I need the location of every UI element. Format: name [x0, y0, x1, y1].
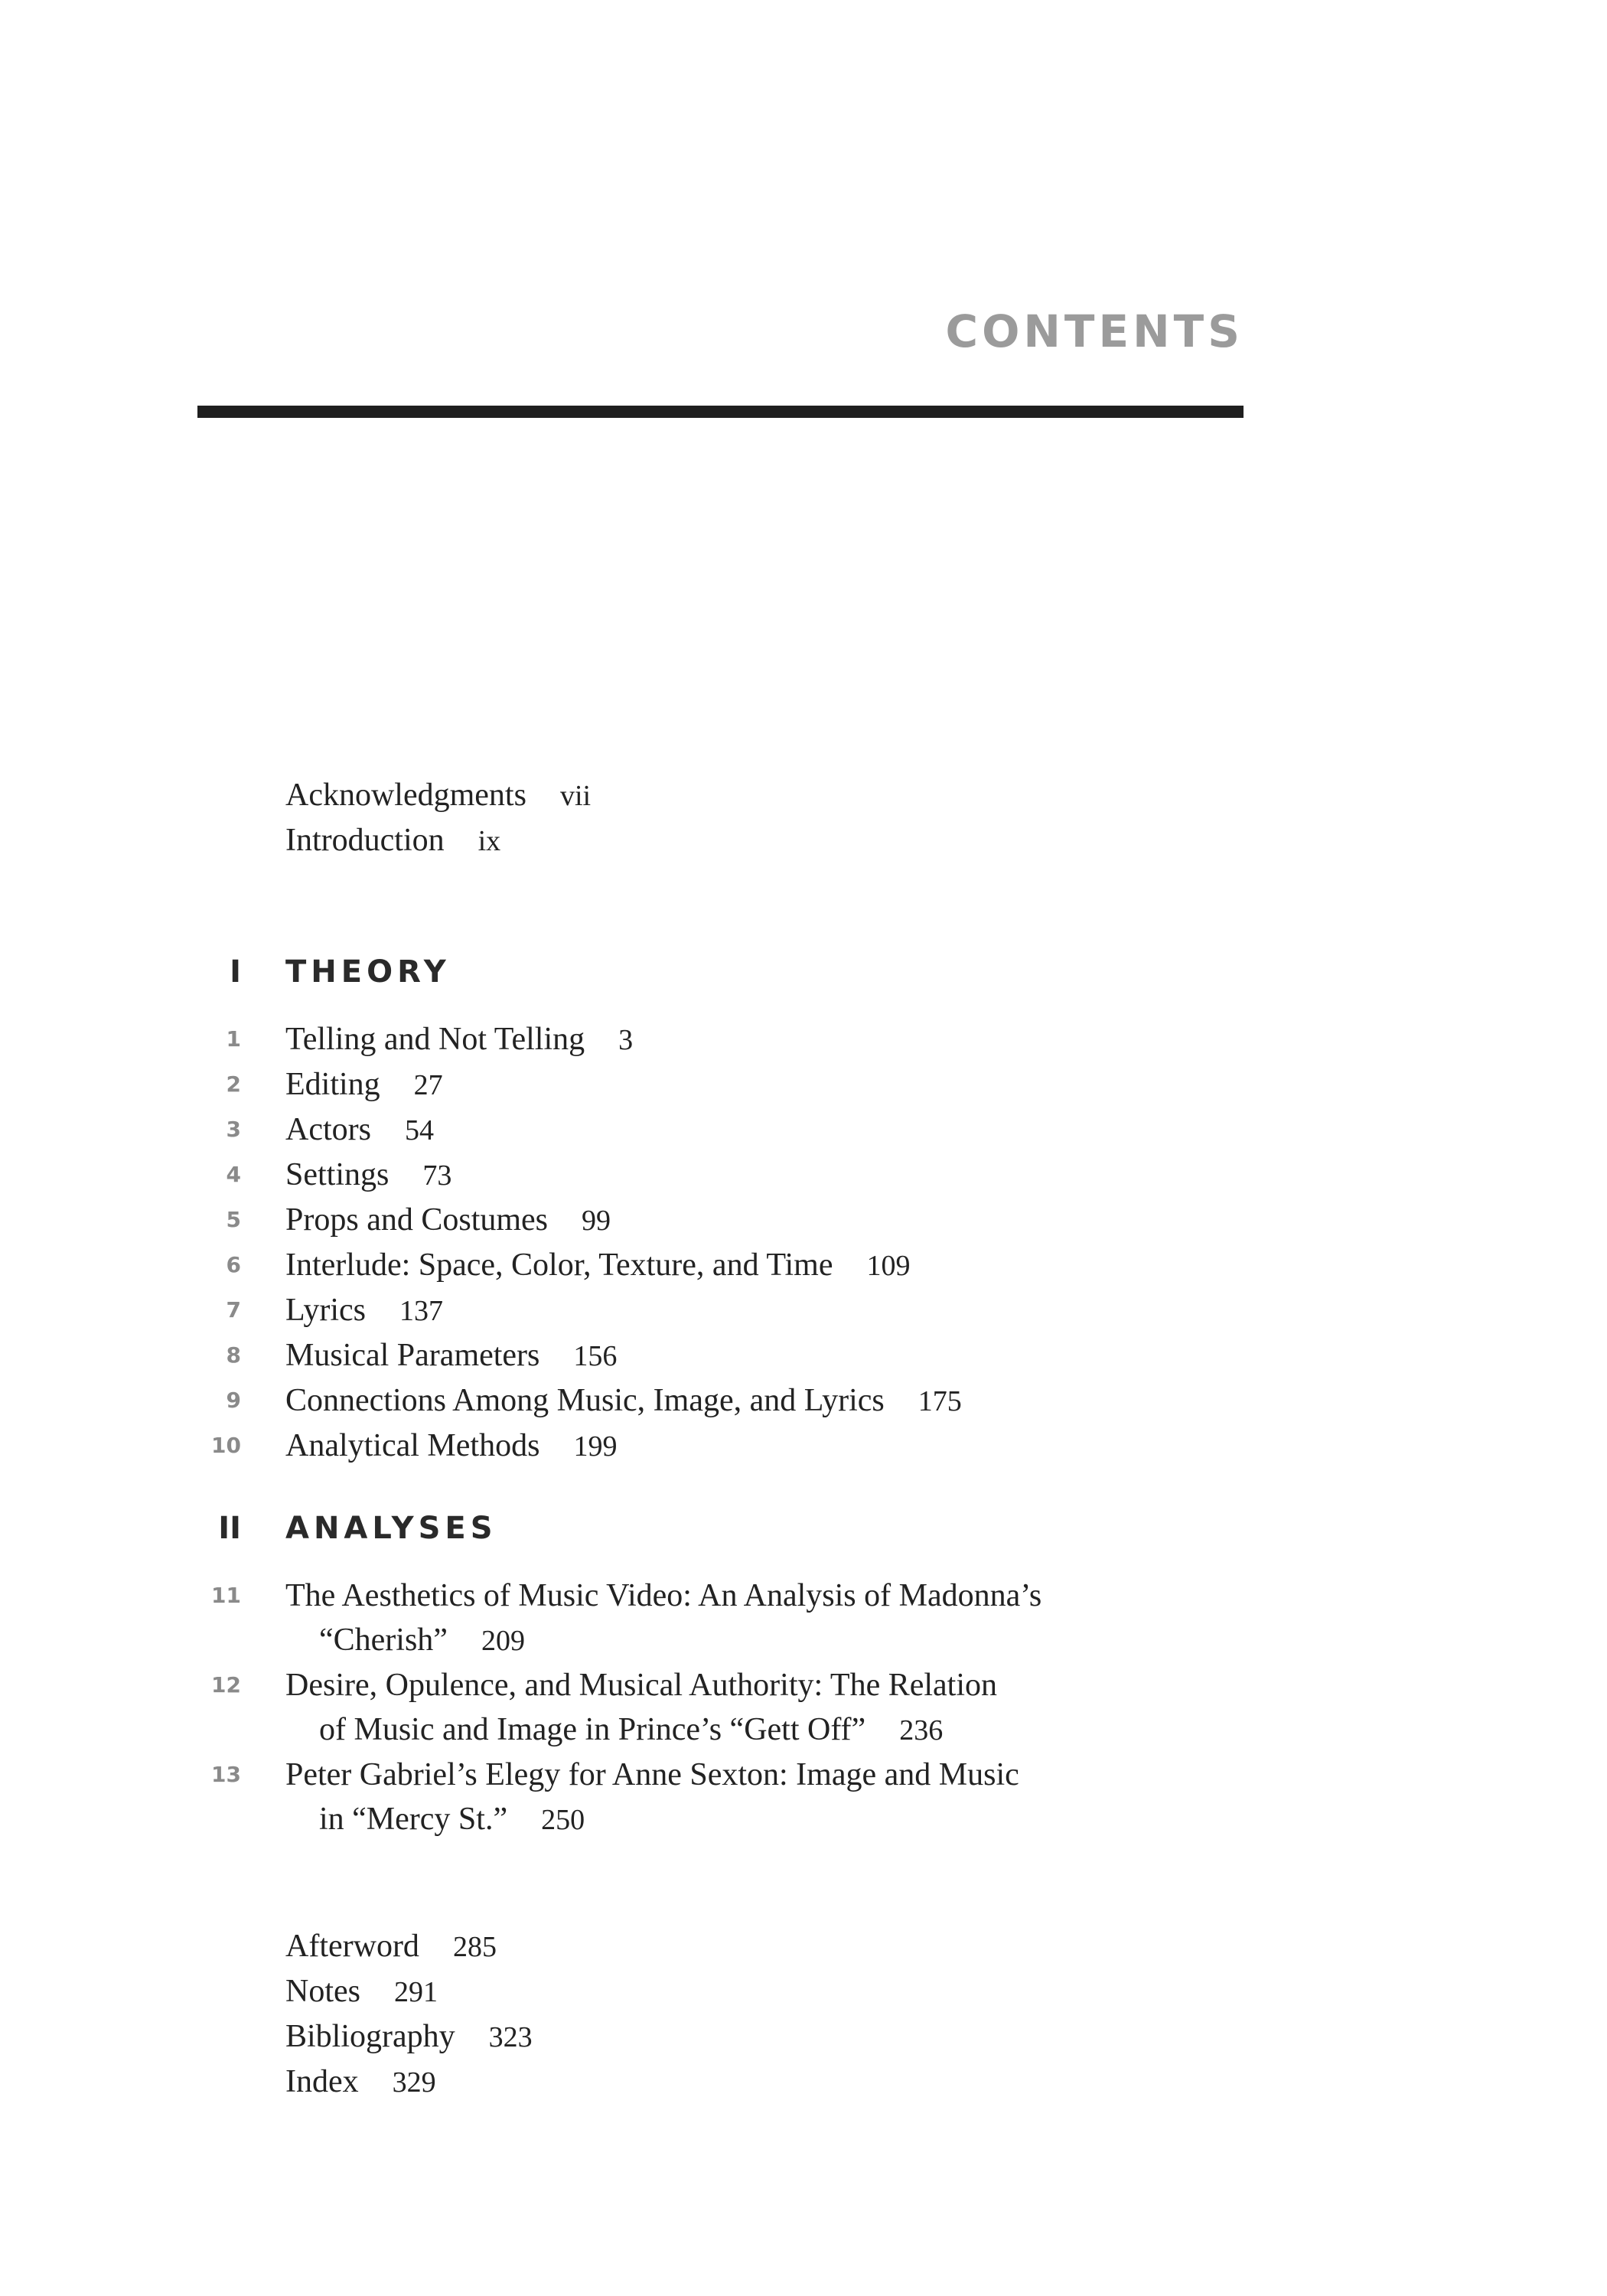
chapter-number: 13	[211, 1762, 241, 1787]
chapter-number: 7	[226, 1297, 241, 1322]
entry-title: Afterword	[285, 1929, 419, 1964]
chapter-number: 4	[226, 1162, 241, 1187]
toc-chapter-8[interactable]	[0, 1333, 1607, 1378]
part-heading[interactable]	[0, 950, 1607, 994]
chapter-number: 12	[211, 1672, 241, 1698]
toc-entry-notes[interactable]	[0, 1969, 1607, 2014]
chapter-title: Telling and Not Telling	[285, 1022, 585, 1057]
chapter-page: 3	[618, 1024, 634, 1056]
toc-chapter-13[interactable]	[0, 1753, 1607, 1842]
chapter-number: 2	[226, 1071, 241, 1097]
chapter-page: 137	[399, 1295, 443, 1327]
toc-chapter-12[interactable]	[0, 1663, 1607, 1753]
entry-title: Introduction	[285, 823, 445, 858]
chapter-page: 27	[413, 1069, 443, 1101]
part-heading[interactable]	[0, 1506, 1607, 1551]
chapter-title-line-2-wrap	[285, 1797, 1607, 1842]
part-one-chapters	[0, 1017, 1607, 1469]
entry-page: 285	[452, 1931, 497, 1963]
entry-title: Acknowledgments	[285, 778, 526, 813]
chapter-title-line-1: Desire, Opulence, and Musical Authority: The Relation	[285, 1668, 998, 1703]
chapter-title: Musical Parameters	[285, 1338, 540, 1373]
chapter-page: 109	[866, 1250, 911, 1282]
chapter-title-line-2: “Cherish”	[319, 1623, 448, 1658]
toc-chapter-1[interactable]	[0, 1017, 1607, 1062]
toc-entry-acknowledgments[interactable]	[0, 773, 1607, 818]
part-title: THEORY	[285, 954, 451, 990]
chapter-title-line-2: in “Mercy St.”	[319, 1802, 508, 1837]
chapter-title-line-2-wrap	[285, 1618, 1607, 1663]
chapter-title: Actors	[285, 1112, 371, 1147]
part-two-chapters	[0, 1574, 1607, 1842]
entry-page: 329	[392, 2066, 436, 2099]
toc-chapter-11[interactable]	[0, 1574, 1607, 1663]
part-title: ANALYSES	[285, 1511, 497, 1546]
chapter-number: 1	[226, 1026, 241, 1052]
toc-chapter-6[interactable]	[0, 1243, 1607, 1288]
chapter-page: 199	[573, 1430, 618, 1463]
chapter-title: Props and Costumes	[285, 1202, 549, 1238]
entry-page: 291	[394, 1976, 438, 2008]
chapter-page: 175	[918, 1385, 962, 1417]
toc-chapter-3[interactable]	[0, 1107, 1607, 1153]
chapter-number: 9	[226, 1388, 241, 1413]
chapter-number: 8	[226, 1342, 241, 1368]
entry-title: Bibliography	[285, 2019, 455, 2054]
toc-chapter-5[interactable]	[0, 1198, 1607, 1243]
entry-title: Index	[285, 2064, 359, 2099]
chapter-title: Editing	[285, 1067, 380, 1102]
part-number: I	[230, 954, 241, 990]
chapter-title: Settings	[285, 1157, 390, 1192]
chapter-title: Interlude: Space, Color, Texture, and Time	[285, 1247, 833, 1283]
chapter-page: 99	[582, 1205, 611, 1237]
toc-entry-bibliography[interactable]	[0, 2014, 1607, 2060]
chapter-title-line-2: of Music and Image in Prince’s “Gett Off”	[319, 1712, 866, 1747]
chapter-number: 5	[226, 1207, 241, 1232]
chapter-page: 54	[404, 1114, 434, 1146]
part-two	[0, 1506, 1607, 1551]
back-matter-list	[0, 1924, 1607, 2105]
chapter-title: Lyrics	[285, 1293, 366, 1328]
entry-title: Notes	[285, 1974, 360, 2009]
chapter-page: 209	[481, 1625, 525, 1657]
chapter-title: Connections Among Music, Image, and Lyrics	[285, 1383, 885, 1418]
toc-entry-index[interactable]	[0, 2060, 1607, 2105]
chapter-page: 236	[899, 1714, 944, 1746]
chapter-title-line-1: The Aesthetics of Music Video: An Analysis of Madonna’s	[285, 1578, 1042, 1613]
chapter-title: Analytical Methods	[285, 1428, 540, 1463]
chapter-page: 250	[541, 1804, 585, 1836]
chapter-number: 11	[211, 1583, 241, 1608]
entry-page: ix	[478, 825, 501, 857]
toc-chapter-9[interactable]	[0, 1378, 1607, 1424]
chapter-title-line-1: Peter Gabriel’s Elegy for Anne Sexton: Image and Music	[285, 1757, 1019, 1792]
title-rule	[197, 406, 1244, 418]
chapter-page: 73	[422, 1159, 452, 1192]
chapter-number: 3	[226, 1117, 241, 1142]
toc-chapter-10[interactable]	[0, 1424, 1607, 1469]
chapter-number: 6	[226, 1252, 241, 1277]
entry-page: 323	[488, 2021, 533, 2053]
toc-entry-afterword[interactable]	[0, 1924, 1607, 1969]
part-number: II	[218, 1511, 241, 1546]
entry-page: vii	[559, 780, 592, 812]
page-title: CONTENTS	[945, 305, 1244, 357]
chapter-page: 156	[573, 1340, 618, 1372]
chapter-title-line-2-wrap	[285, 1707, 1607, 1753]
chapter-number: 10	[211, 1433, 241, 1458]
toc-entry-introduction[interactable]	[0, 818, 1607, 863]
front-matter-list	[0, 773, 1607, 863]
toc-chapter-4[interactable]	[0, 1153, 1607, 1198]
toc-chapter-2[interactable]	[0, 1062, 1607, 1107]
toc-chapter-7[interactable]	[0, 1288, 1607, 1333]
part-one	[0, 950, 1607, 994]
